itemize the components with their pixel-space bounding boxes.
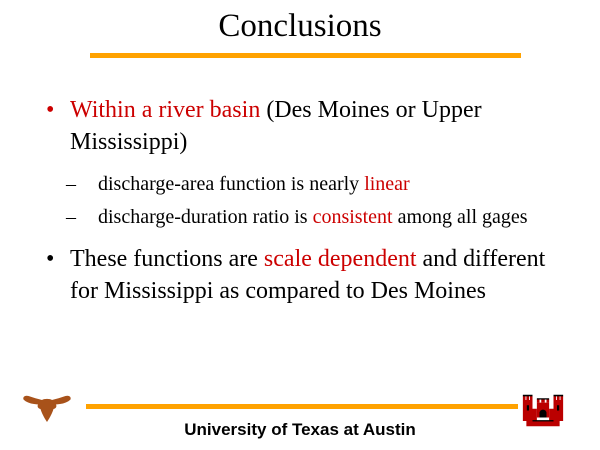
text-segment: linear (364, 173, 410, 195)
bullet-text (70, 94, 548, 158)
sub-bullet-item (0, 203, 600, 231)
text-segment: consistent (312, 206, 393, 228)
dash-marker: – (66, 173, 76, 195)
bullet-item (0, 94, 600, 158)
footer-institution-label: University of Texas at Austin (184, 420, 416, 439)
bullet-marker: • (46, 97, 55, 123)
text-segment: scale dependent (263, 246, 417, 272)
slide-title: Conclusions (218, 8, 382, 44)
text-segment: and different for Mississippi as compared to Des Moines (70, 246, 546, 304)
text-segment: (Des Moines or Upper Mississippi) (70, 97, 482, 155)
text-segment: Within a river basin (70, 97, 261, 123)
bullet-item (0, 243, 600, 307)
bullet-text (70, 243, 548, 307)
footer-rule (86, 404, 518, 409)
sub-bullet-text (98, 170, 544, 198)
text-segment: among all gages (392, 206, 528, 228)
bullet-marker: • (46, 246, 55, 272)
text-segment: discharge-duration ratio is (98, 206, 313, 228)
text-segment: These functions are (70, 246, 264, 272)
dash-marker: – (66, 206, 76, 228)
sub-bullet-text (98, 203, 544, 231)
sub-bullet-item (0, 170, 600, 198)
slide-body (0, 94, 600, 307)
title-underline (90, 53, 521, 58)
text-segment: discharge-area function is nearly (98, 173, 365, 195)
